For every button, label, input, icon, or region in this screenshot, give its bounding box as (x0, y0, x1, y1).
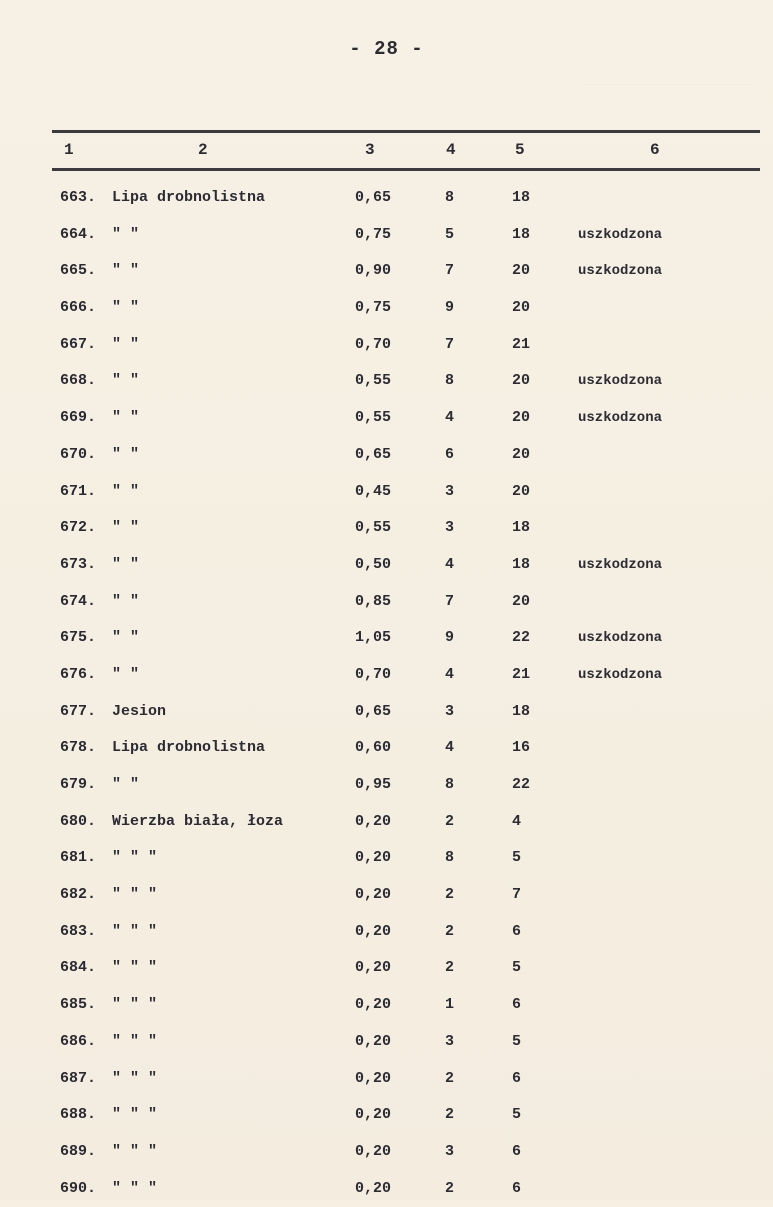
row-value-5: 22 (512, 629, 531, 647)
row-value-5: 20 (512, 299, 531, 317)
row-value-3: 0,85 (355, 592, 392, 610)
table-row (0, 694, 773, 731)
table-row (0, 327, 773, 364)
row-value-3: 0,45 (355, 482, 392, 500)
row-name: Lipa drobnolistna (112, 189, 266, 206)
row-name: " " " (112, 996, 158, 1014)
table-row (0, 840, 773, 877)
row-value-4: 2 (445, 922, 455, 940)
row-value-3: 0,20 (355, 1142, 392, 1160)
row-value-3: 0,20 (355, 1069, 392, 1087)
row-id: 669. (60, 409, 97, 427)
row-value-4: 8 (445, 189, 455, 206)
row-value-5: 6 (512, 1142, 522, 1160)
row-value-5: 5 (512, 959, 522, 977)
table-row (0, 290, 773, 327)
table-row (0, 217, 773, 254)
row-note: uszkodzona (578, 666, 663, 683)
row-note: uszkodzona (578, 556, 663, 573)
row-name: Wierzba biała, łoza (112, 812, 284, 830)
row-value-5: 18 (512, 702, 531, 720)
row-id: 681. (60, 849, 97, 867)
row-note: uszkodzona (578, 410, 663, 427)
table-row (0, 510, 773, 547)
row-value-3: 0,20 (355, 1032, 392, 1050)
row-value-5: 5 (512, 1032, 522, 1050)
table-row (0, 547, 773, 584)
row-name: " " " (112, 1069, 158, 1087)
row-id: 688. (60, 1106, 97, 1124)
table-body (0, 180, 773, 1207)
row-id: 679. (60, 776, 97, 793)
row-name: " " (112, 409, 140, 427)
row-name: " " " (112, 1142, 158, 1160)
row-name: Lipa drobnolistna (112, 739, 266, 757)
row-id: 677. (60, 702, 97, 720)
row-value-5: 21 (512, 335, 531, 353)
row-value-3: 0,70 (355, 665, 392, 683)
row-value-4: 9 (445, 299, 455, 317)
row-value-4: 8 (445, 372, 455, 390)
row-value-4: 8 (445, 849, 455, 867)
row-value-5: 20 (512, 262, 531, 280)
row-value-3: 0,65 (355, 702, 392, 720)
table-row (0, 950, 773, 987)
header-col-5: 5 (515, 141, 525, 159)
header-col-6: 6 (650, 141, 660, 159)
table-row (0, 363, 773, 400)
row-value-5: 18 (512, 189, 531, 206)
row-name: " " (112, 519, 140, 537)
row-name: " " (112, 776, 140, 793)
row-value-5: 7 (512, 886, 522, 904)
row-value-4: 2 (445, 886, 455, 904)
row-value-4: 4 (445, 555, 455, 573)
row-id: 684. (60, 959, 97, 977)
row-value-4: 9 (445, 629, 455, 647)
row-name: " " " (112, 922, 158, 940)
table-row (0, 437, 773, 474)
row-value-3: 0,20 (355, 849, 392, 867)
row-id: 667. (60, 335, 97, 353)
row-value-4: 2 (445, 959, 455, 977)
header-col-4: 4 (446, 141, 456, 159)
row-value-3: 0,95 (355, 776, 392, 793)
row-id: 673. (60, 555, 97, 573)
row-value-3: 0,20 (355, 996, 392, 1014)
table-row (0, 180, 773, 217)
table-row (0, 767, 773, 804)
row-value-3: 0,75 (355, 299, 392, 317)
row-id: 663. (60, 189, 97, 206)
row-value-5: 20 (512, 372, 531, 390)
row-id: 680. (60, 812, 97, 830)
row-value-5: 6 (512, 922, 522, 940)
row-note: uszkodzona (578, 263, 663, 280)
header-col-3: 3 (365, 141, 375, 159)
row-value-4: 1 (445, 996, 455, 1014)
row-value-4: 3 (445, 1032, 455, 1050)
row-id: 666. (60, 299, 97, 317)
row-value-3: 0,20 (355, 812, 392, 830)
row-value-4: 2 (445, 1179, 455, 1197)
row-name: " " (112, 555, 140, 573)
row-value-4: 7 (445, 335, 455, 353)
row-value-5: 20 (512, 482, 531, 500)
table-row (0, 1134, 773, 1171)
row-id: 676. (60, 665, 97, 683)
row-id: 686. (60, 1032, 97, 1050)
row-value-5: 20 (512, 445, 531, 463)
row-id: 675. (60, 629, 97, 647)
row-name: " " (112, 372, 140, 390)
table-row (0, 1171, 773, 1207)
row-name: " " (112, 665, 140, 683)
row-value-4: 5 (445, 225, 455, 243)
row-name: " " " (112, 849, 158, 867)
row-value-3: 0,55 (355, 372, 392, 390)
row-note: uszkodzona (578, 630, 663, 647)
table-row (0, 730, 773, 767)
row-value-4: 3 (445, 702, 455, 720)
row-value-4: 4 (445, 665, 455, 683)
header-top-rule (52, 130, 760, 133)
row-value-3: 0,55 (355, 519, 392, 537)
row-value-3: 0,65 (355, 445, 392, 463)
page-number: - 28 - (349, 38, 424, 60)
row-value-5: 5 (512, 849, 522, 867)
row-value-3: 0,55 (355, 409, 392, 427)
row-id: 689. (60, 1142, 97, 1160)
table-row (0, 400, 773, 437)
row-value-4: 2 (445, 1106, 455, 1124)
row-note: uszkodzona (578, 226, 663, 243)
row-value-4: 3 (445, 519, 455, 537)
row-id: 664. (60, 225, 97, 243)
table-row (0, 804, 773, 841)
row-name: " " " (112, 1106, 158, 1124)
row-value-4: 4 (445, 739, 455, 757)
row-note: uszkodzona (578, 373, 663, 390)
row-name: " " (112, 335, 140, 353)
row-id: 674. (60, 592, 97, 610)
row-value-5: 18 (512, 555, 531, 573)
header-col-2: 2 (198, 141, 208, 159)
row-value-4: 3 (445, 1142, 455, 1160)
row-id: 672. (60, 519, 97, 537)
row-name: " " (112, 299, 140, 317)
table-row (0, 914, 773, 951)
row-value-5: 16 (512, 739, 531, 757)
row-value-3: 0,75 (355, 225, 392, 243)
row-value-5: 6 (512, 1069, 522, 1087)
row-name: " " (112, 225, 140, 243)
row-id: 665. (60, 262, 97, 280)
row-id: 683. (60, 922, 97, 940)
table-row (0, 1061, 773, 1098)
row-name: " " " (112, 1032, 158, 1050)
row-id: 668. (60, 372, 97, 390)
row-value-5: 5 (512, 1106, 522, 1124)
row-value-5: 18 (512, 225, 531, 243)
row-value-3: 0,65 (355, 189, 392, 206)
row-id: 682. (60, 886, 97, 904)
row-value-3: 0,50 (355, 555, 392, 573)
row-name: " " " (112, 959, 158, 977)
row-value-5: 6 (512, 1179, 522, 1197)
table-row (0, 877, 773, 914)
table-row (0, 620, 773, 657)
header-col-1: 1 (64, 141, 74, 159)
row-name: " " (112, 629, 140, 647)
row-id: 678. (60, 739, 97, 757)
row-value-3: 0,20 (355, 1179, 392, 1197)
table-row (0, 1097, 773, 1134)
bleedthrough-mark (583, 84, 753, 95)
table-row (0, 657, 773, 694)
row-id: 671. (60, 482, 97, 500)
row-value-3: 0,90 (355, 262, 392, 280)
row-value-3: 0,70 (355, 335, 392, 353)
table-row (0, 1024, 773, 1061)
table-row (0, 987, 773, 1024)
row-value-4: 2 (445, 1069, 455, 1087)
row-id: 690. (60, 1179, 97, 1197)
row-value-3: 0,20 (355, 1106, 392, 1124)
table-row (0, 584, 773, 621)
row-name: " " (112, 482, 140, 500)
row-value-5: 20 (512, 409, 531, 427)
row-value-4: 4 (445, 409, 455, 427)
row-value-5: 4 (512, 812, 522, 830)
row-value-3: 0,60 (355, 739, 392, 757)
row-value-5: 20 (512, 592, 531, 610)
table-row (0, 474, 773, 511)
row-value-5: 21 (512, 665, 531, 683)
row-value-3: 1,05 (355, 629, 392, 647)
row-value-4: 2 (445, 812, 455, 830)
row-value-3: 0,20 (355, 959, 392, 977)
row-id: 670. (60, 445, 97, 463)
row-name: " " " (112, 886, 158, 904)
row-value-4: 3 (445, 482, 455, 500)
header-bottom-rule (52, 168, 760, 171)
row-name: " " (112, 592, 140, 610)
table-header (0, 141, 773, 165)
row-id: 685. (60, 996, 97, 1014)
row-value-4: 7 (445, 592, 455, 610)
row-value-4: 6 (445, 445, 455, 463)
row-name: " " (112, 445, 140, 463)
row-name: Jesion (112, 702, 167, 720)
row-name: " " " (112, 1179, 158, 1197)
row-value-4: 8 (445, 776, 455, 793)
row-value-5: 22 (512, 776, 531, 793)
row-value-3: 0,20 (355, 886, 392, 904)
row-id: 687. (60, 1069, 97, 1087)
row-value-5: 18 (512, 519, 531, 537)
row-value-4: 7 (445, 262, 455, 280)
row-value-3: 0,20 (355, 922, 392, 940)
row-name: " " (112, 262, 140, 280)
row-value-5: 6 (512, 996, 522, 1014)
table-row (0, 253, 773, 290)
